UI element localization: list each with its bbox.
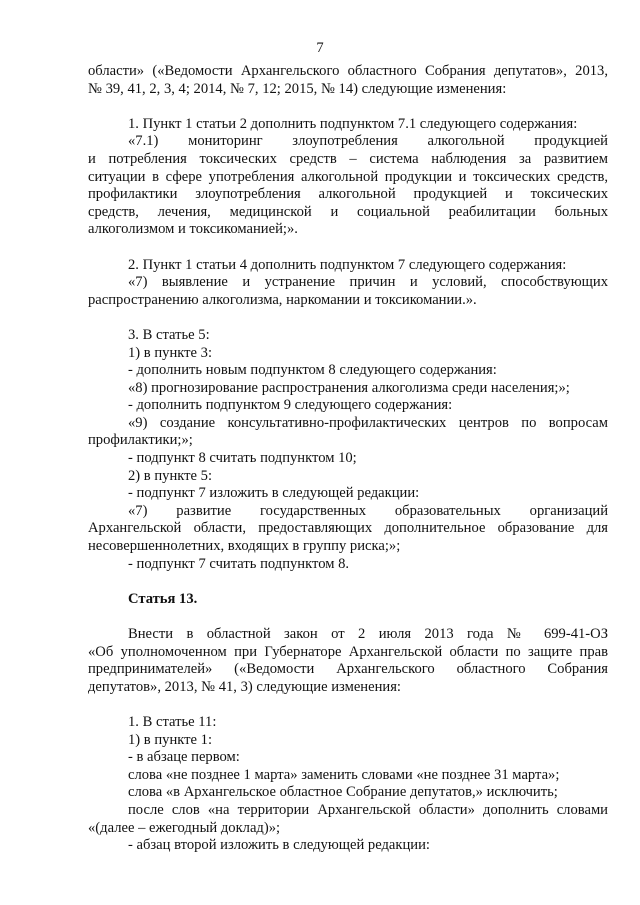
- paragraph-intro: [88, 63, 608, 98]
- paragraph-item-1: [88, 116, 608, 134]
- paragraph-item-3: [88, 327, 608, 573]
- text-line: профилактики злоупотребления алкогольной продукцией и токсических: [88, 186, 608, 203]
- text-line: после слов «на территории Архангельской области» дополнить словами: [128, 801, 608, 818]
- paragraph-item-2-quote: [88, 274, 608, 309]
- paragraph-item-1-quote: [88, 133, 608, 239]
- text-line: 1) в пункте 3:: [128, 344, 213, 361]
- text-line: - дополнить подпунктом 9 следующего содержания:: [128, 397, 453, 414]
- text-line: - абзац второй изложить в следующей редакции:: [128, 837, 430, 854]
- article-heading: [88, 591, 608, 609]
- text-line: депутатов», 2013, № 41, 3) следующие изменения:: [88, 678, 401, 695]
- text-line: средств, лечения, медицинской и социальной реабилитации больных: [88, 203, 608, 220]
- text-line: распространению алкоголизма, наркомании и токсикомании.».: [88, 291, 477, 308]
- text-line: - дополнить новым подпунктом 8 следующего содержания:: [128, 362, 497, 379]
- text-line: 3. В статье 5:: [128, 326, 210, 343]
- text-line: профилактики;»;: [88, 432, 193, 449]
- text-line: «8) прогнозирование распространения алкоголизма среди населения;»;: [128, 379, 570, 396]
- text-line: - подпункт 7 изложить в следующей редакции:: [128, 485, 420, 502]
- text-line: «(далее – ежегодный доклад)»;: [88, 819, 281, 836]
- paragraph-article-13-intro: [88, 626, 608, 696]
- text-line: 1. Пункт 1 статьи 2 дополнить подпунктом 7.1 следующего содержания:: [128, 115, 578, 132]
- text-line: - подпункт 8 считать подпунктом 10;: [128, 450, 357, 467]
- text-line: Внести в областной закон от 2 июля 2013 года № 699-41-ОЗ: [128, 626, 608, 642]
- paragraph-spacer: [88, 696, 608, 714]
- text-line: «7) развитие государственных образовательных организаций: [128, 502, 608, 519]
- paragraph-spacer: [88, 98, 608, 116]
- text-line: 1) в пункте 1:: [128, 731, 213, 748]
- text-line: - в абзаце первом:: [128, 749, 240, 766]
- text-line: 2) в пункте 5:: [128, 467, 213, 484]
- text-line: «9) создание консультативно-профилактических центров по вопросам: [128, 414, 608, 431]
- text-line: Архангельской области, предоставляющих дополнительное образование для: [88, 520, 608, 537]
- paragraph-spacer: [88, 573, 608, 591]
- text-line: области» («Ведомости Архангельского областного Собрания депутатов», 2013,: [88, 63, 608, 79]
- text-line: несовершеннолетних, входящих в группу риска;»;: [88, 538, 401, 555]
- text-line: слова «в Архангельское областное Собрание депутатов,» исключить;: [128, 784, 558, 801]
- text-line: 1. В статье 11:: [128, 713, 217, 730]
- document-body: [88, 63, 608, 855]
- text-line: слова «не позднее 1 марта» заменить словами «не позднее 31 марта»;: [128, 766, 560, 783]
- paragraph-spacer: [88, 608, 608, 626]
- text-line: Статья 13.: [128, 590, 198, 607]
- text-line: - подпункт 7 считать подпунктом 8.: [128, 555, 350, 572]
- text-line: «7) выявление и устранение причин и условий, способствующих: [128, 274, 608, 291]
- paragraph-item-2: [88, 257, 608, 275]
- text-line: алкоголизмом и токсикоманией;».: [88, 221, 298, 238]
- page-number: 7: [316, 40, 324, 56]
- text-line: № 39, 41, 2, 3, 4; 2014, № 7, 12; 2015, № 14) следующие изменения:: [88, 80, 507, 97]
- paragraph-article-13-item-1: [88, 714, 608, 855]
- text-line: ситуации в сфере употребления алкогольной продукции и токсических средств,: [88, 168, 608, 185]
- paragraph-spacer: [88, 309, 608, 327]
- text-line: «Об уполномоченном при Губернаторе Архангельской области по защите прав: [88, 643, 608, 660]
- paragraph-spacer: [88, 239, 608, 257]
- text-line: предпринимателей» («Ведомости Архангельского областного Собрания: [88, 661, 608, 678]
- text-line: и потребления токсических средств – система наблюдения за развитием: [88, 150, 608, 167]
- text-line: «7.1) мониторинг злоупотребления алкогольной продукцией: [128, 133, 608, 150]
- text-line: 2. Пункт 1 статьи 4 дополнить подпунктом 7 следующего содержания:: [128, 256, 567, 273]
